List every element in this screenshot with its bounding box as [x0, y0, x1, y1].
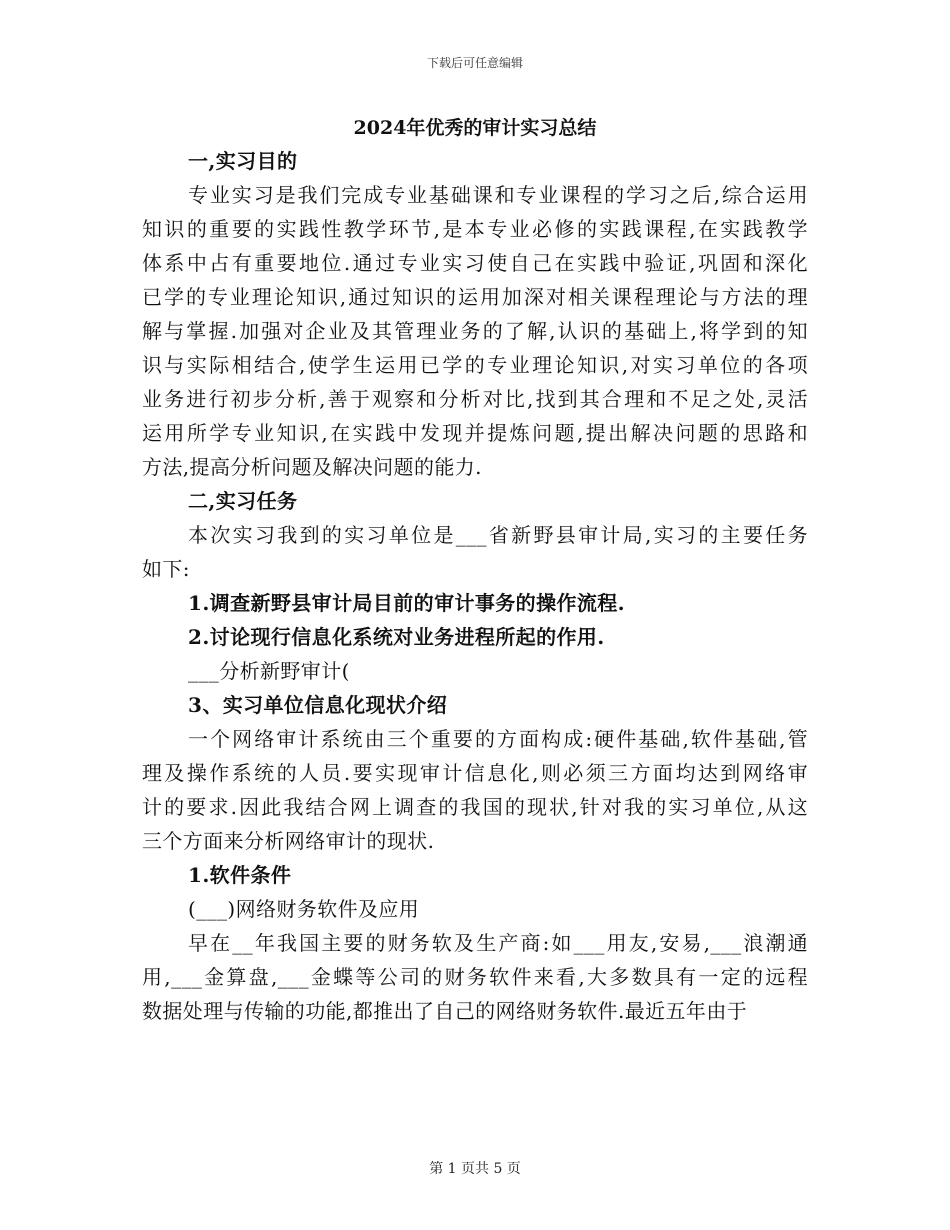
section-heading: 二,实习任务 — [188, 489, 298, 513]
paragraph — [142, 518, 808, 586]
text-line: ___分析新野审计( — [188, 659, 350, 683]
paragraph-line: 如下: — [142, 557, 190, 581]
document-blocks — [142, 144, 808, 1028]
text-line: (___)网络财务软件及应用 — [188, 897, 420, 921]
section-heading: 1.调查新野县审计局目前的审计事务的操作流程. — [188, 591, 626, 615]
paragraph-line: 一个网络审计系统由三个重要的方面构成:硬件基础,软件基础,管 — [188, 727, 808, 751]
document-title: 2024年优秀的审计实习总结 — [353, 117, 597, 139]
paragraph-line: 业务进行初步分析,善于观察和分析对比,找到其合理和不足之处,灵活 — [142, 387, 808, 411]
paragraph-line: 计的要求.因此我结合网上调查的我国的现状,针对我的实习单位,从这 — [142, 795, 808, 819]
paragraph-line: 方法,提高分析问题及解决问题的能力. — [142, 455, 482, 479]
paragraph — [142, 926, 808, 1028]
paragraph-line: 本次实习我到的实习单位是___省新野县审计局,实习的主要任务 — [188, 523, 808, 547]
section-heading: 2.讨论现行信息化系统对业务进程所起的作用. — [188, 625, 605, 649]
paragraph-line: 运用所学专业知识,在实践中发现并提炼问题,提出解决问题的思路和 — [142, 421, 808, 445]
paragraph-line: 理及操作系统的人员.要实现审计信息化,则必须三方面均达到网络审 — [142, 761, 808, 785]
paragraph-line: 专业实习是我们完成专业基础课和专业课程的学习之后,综合运用 — [188, 183, 808, 207]
section-heading: 3、实习单位信息化现状介绍 — [188, 693, 448, 717]
paragraph — [142, 178, 808, 484]
section-heading: 1.软件条件 — [188, 863, 292, 887]
paragraph-line: 解与掌握.加强对企业及其管理业务的了解,认识的基础上,将学到的知 — [142, 319, 808, 343]
paragraph-line: 用,___金算盘,___金蝶等公司的财务软件来看,大多数具有一定的远程 — [142, 965, 808, 989]
paragraph-line: 数据处理与传输的功能,都推出了自己的网络财务软件.最近五年由于 — [142, 999, 748, 1023]
paragraph-line: 体系中占有重要地位.通过专业实习使自己在实践中验证,巩固和深化 — [142, 251, 808, 275]
document-body — [142, 112, 808, 1028]
paragraph-line: 识与实际相结合,使学生运用已学的专业理论知识,对实习单位的各项 — [142, 353, 808, 377]
section-heading: 一,实习目的 — [188, 149, 298, 173]
paragraph-line: 已学的专业理论知识,通过知识的运用加深对相关课程理论与方法的理 — [142, 285, 808, 309]
paragraph-line: 知识的重要的实践性教学环节,是本专业必修的实践课程,在实践教学 — [142, 217, 808, 241]
page-header: 下载后可任意编辑 — [426, 56, 523, 70]
page-footer: 第 1 页共 5 页 — [429, 1161, 521, 1177]
paragraph-line: 三个方面来分析网络审计的现状. — [142, 829, 435, 853]
paragraph — [142, 722, 808, 858]
paragraph-line: 早在__年我国主要的财务软及生产商:如___用友,安易,___浪潮通 — [188, 931, 808, 955]
